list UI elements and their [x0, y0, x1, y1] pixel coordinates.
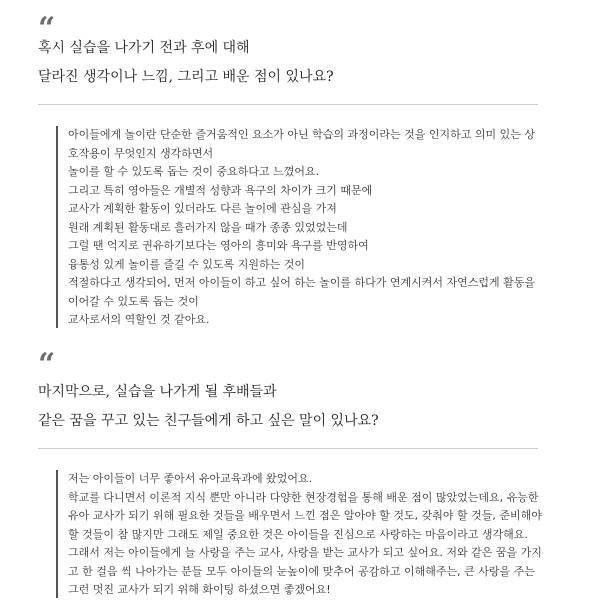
answer-line: 원래 계획된 활동대로 흘러가지 않을 때가 종종 있었었는데 [68, 220, 348, 234]
question-line: 마지막으로, 실습을 나가게 될 후배들과 [38, 384, 277, 400]
answer-line: 교사로서의 역할인 것 같아요. [68, 313, 210, 326]
answer-line: 저는 아이들이 너무 좋아서 유아교육과에 왔었어요. [68, 472, 313, 485]
question-1 [38, 34, 558, 92]
question-2 [38, 378, 558, 436]
answer-line: 그런 멋진 교사가 되기 위해 화이팅 하셨으면 좋겠어요! [68, 583, 331, 596]
answer-line: 그리고 특히 영아들은 개별적 성향과 욕구의 차이가 크기 때문에 [68, 183, 373, 197]
question-line: 같은 꿈을 꾸고 있는 친구들에게 하고 싶은 말이 있나요? [38, 413, 379, 429]
answer-line: 이어갈 수 있도록 돕는 것이 [68, 294, 199, 308]
answer-line: 아이들에게 놀이란 단순한 즐거움적인 요소가 아닌 학습의 과정이라는 것을 인지하고 의미 있는 상 [68, 128, 535, 141]
answer-line: 유아 교사가 되기 위해 필요한 것들을 배우면서 느낀 점은 알아야 할 것도, 갖춰야 할 것들, 준비해야 [68, 509, 542, 522]
blockquote-bar [56, 470, 58, 598]
answer-line: 그럴 땐 억지로 권유하기보다는 영아의 흥미와 욕구를 반영하여 [68, 239, 369, 252]
answer-line: 학교를 다니면서 이론적 지식 뿐만 아니라 다양한 현장경험을 통해 배운 점이 많았었는데요, 유능한 [68, 490, 539, 504]
answer-line: 고 한 걸음 씩 나아가는 분들 모두 아이들의 눈높이에 맞추어 공감하고 이해해주는, 큰 사랑을 주는 [68, 564, 535, 578]
answer-line: 교사가 계획한 활동이 있더라도 다른 놀이에 관심을 가져 [68, 202, 337, 215]
blockquote-bar [56, 126, 58, 328]
answer-2 [68, 470, 546, 600]
question-line: 달라진 생각이나 느낌, 그리고 배운 점이 있나요? [38, 69, 334, 85]
answer-line: 융통성 있게 놀이를 즐길 수 있도록 지원하는 것이 [68, 257, 305, 271]
quote-mark-icon: “ [38, 11, 53, 46]
divider [38, 104, 538, 105]
answer-line: 놀이를 할 수 있도록 돕는 것이 중요하다고 느꼈어요. [68, 165, 320, 178]
question-line: 혹시 실습을 나가기 전과 후에 대해 [38, 40, 250, 56]
answer-1 [68, 126, 546, 330]
answer-line: 그래서 저는 아이들에게 늘 사랑을 주는 교사, 사랑을 받는 교사가 되고 싶어요. 저와 같은 꿈을 가지 [68, 546, 542, 559]
quote-mark-icon: “ [38, 347, 53, 382]
divider [38, 448, 538, 449]
answer-line: 할 것들이 참 많지만 그래도 제일 중요한 것은 아이들을 진심으로 사랑하는 마음이라고 생각해요. [68, 527, 528, 541]
answer-line: 적절하다고 생각되어, 먼저 아이들이 하고 싶어 하는 놀이를 하다가 연계시켜서 자연스럽게 활동을 [68, 276, 535, 289]
answer-line: 호작용이 무엇인지 생각하면서 [68, 146, 214, 160]
